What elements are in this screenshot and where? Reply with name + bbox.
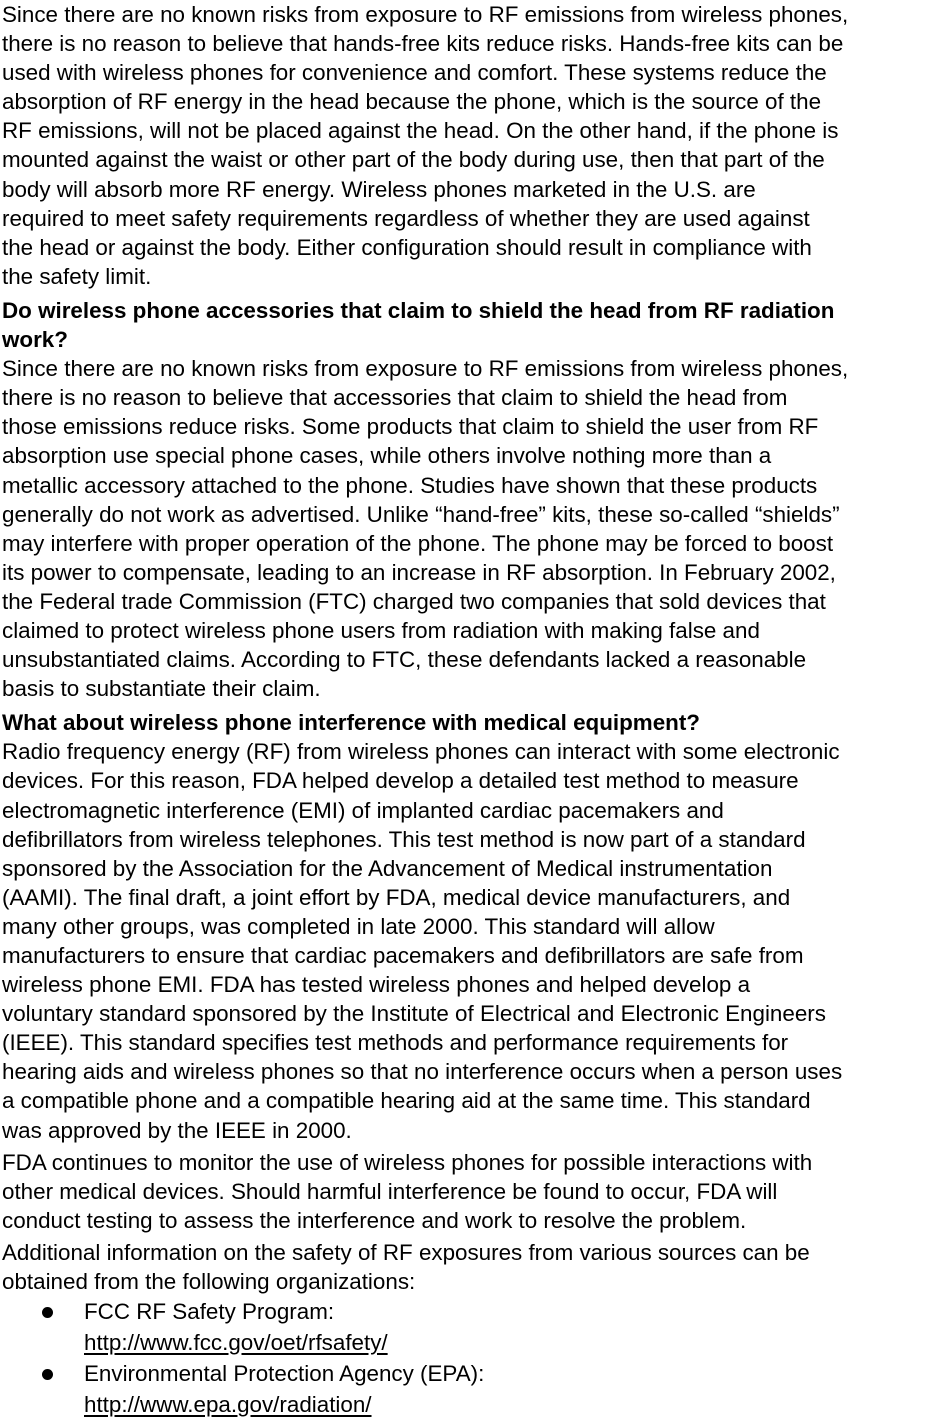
epa-link[interactable]: http://www.epa.gov/radiation/ — [84, 1392, 372, 1418]
text-line: electromagnetic interference (EMI) of implanted cardiac pacemakers and — [2, 797, 724, 823]
text-line: hearing aids and wireless phones so that no interference occurs when a person uses — [2, 1059, 843, 1085]
text-line: may interfere with proper operation of the phone. The phone may be forced to boost — [2, 530, 834, 556]
text-line: (AAMI). The final draft, a joint effort by FDA, medical device manufacturers, and — [2, 884, 791, 910]
text-line: Since there are no known risks from exposure to RF emissions from wireless phones, — [2, 356, 849, 382]
text-line: other medical devices. Should harmful interference be found to occur, FDA will — [2, 1178, 778, 1204]
medical-section-body — [2, 737, 945, 1144]
text-line: absorption use special phone cases, while others involve nothing more than a — [2, 443, 772, 469]
text-line: the head or against the body. Either configuration should result in compliance with — [2, 234, 812, 260]
additional-info-paragraph — [2, 1238, 945, 1296]
text-line: sponsored by the Association for the Advancement of Medical instrumentation — [2, 855, 773, 881]
text-line: conduct testing to assess the interference and work to resolve the problem. — [2, 1207, 747, 1233]
bullet-icon — [42, 1307, 53, 1318]
text-line: FDA continues to monitor the use of wireless phones for possible interactions with — [2, 1149, 813, 1175]
heading-line: Do wireless phone accessories that claim to shield the head from RF radiation — [2, 297, 835, 323]
medical-section-heading — [2, 708, 945, 737]
text-line: a compatible phone and a compatible hearing aid at the same time. This standard — [2, 1088, 811, 1114]
heading-line: What about wireless phone interference with medical equipment? — [2, 710, 700, 736]
text-line: unsubstantiated claims. According to FTC, these defendants lacked a reasonable — [2, 647, 807, 673]
text-line: mounted against the waist or other part of the body during use, then that part of the — [2, 147, 825, 173]
text-line: Since there are no known risks from exposure to RF emissions from wireless phones, — [2, 2, 849, 27]
text-line: manufacturers to ensure that cardiac pacemakers and defibrillators are safe from — [2, 943, 804, 968]
organizations-list — [2, 1296, 945, 1420]
text-line: Radio frequency energy (RF) from wireless phones can interact with some electronic — [2, 739, 840, 765]
text-line: the Federal trade Commission (FTC) charged two companies that sold devices that — [2, 588, 826, 614]
text-line: metallic accessory attached to the phone. Studies have shown that these products — [2, 472, 818, 498]
text-line: defibrillators from wireless telephones. This test method is now part of a standard — [2, 826, 806, 852]
text-line: those emissions reduce risks. Some products that claim to shield the user from RF — [2, 414, 819, 440]
text-line: basis to substantiate their claim. — [2, 676, 321, 702]
text-line: absorption of RF energy in the head because the phone, which is the source of the — [2, 89, 822, 115]
fcc-link[interactable]: http://www.fcc.gov/oet/rfsafety/ — [84, 1330, 388, 1356]
text-line: the safety limit. — [2, 263, 152, 289]
text-line: wireless phone EMI. FDA has tested wireless phones and helped develop a — [2, 972, 751, 998]
text-line: its power to compensate, leading to an increase in RF absorption. In February 2002, — [2, 559, 836, 585]
text-line: many other groups, was completed in late 2000. This standard will allow — [2, 913, 715, 939]
text-line: generally do not work as advertised. Unlike “hand-free” kits, these so-called “shields” — [2, 501, 840, 527]
text-line: RF emissions, will not be placed against the head. On the other hand, if the phone is — [2, 118, 839, 144]
text-line: claimed to protect wireless phone users from radiation with making false and — [2, 617, 760, 643]
organization-name: Environmental Protection Agency (EPA): — [84, 1361, 485, 1387]
list-item — [2, 1296, 945, 1358]
text-line: was approved by the IEEE in 2000. — [2, 1117, 352, 1143]
heading-line: work? — [2, 327, 68, 353]
text-line: body will absorb more RF energy. Wireless phones marketed in the U.S. are — [2, 176, 756, 202]
list-item — [2, 1358, 945, 1420]
text-line: (IEEE). This standard specifies test methods and performance requirements for — [2, 1030, 789, 1056]
intro-paragraph — [2, 0, 945, 291]
text-line: obtained from the following organizations: — [2, 1269, 416, 1295]
bullet-icon — [42, 1369, 53, 1380]
text-line: there is no reason to believe that accessories that claim to shield the head from — [2, 385, 788, 411]
text-line: voluntary standard sponsored by the Institute of Electrical and Electronic Engineers — [2, 1001, 826, 1027]
text-line: devices. For this reason, FDA helped develop a detailed test method to measure — [2, 768, 799, 794]
text-line: required to meet safety requirements regardless of whether they are used against — [2, 205, 810, 231]
shield-section-heading — [2, 296, 945, 354]
organization-name: FCC RF Safety Program: — [84, 1299, 335, 1325]
text-line: used with wireless phones for convenience and comfort. These systems reduce the — [2, 60, 827, 86]
shield-section-body — [2, 354, 945, 703]
text-line: Additional information on the safety of RF exposures from various sources can be — [2, 1239, 810, 1265]
text-line: there is no reason to believe that hands-free kits reduce risks. Hands-free kits can be — [2, 31, 844, 57]
monitor-paragraph — [2, 1148, 945, 1235]
